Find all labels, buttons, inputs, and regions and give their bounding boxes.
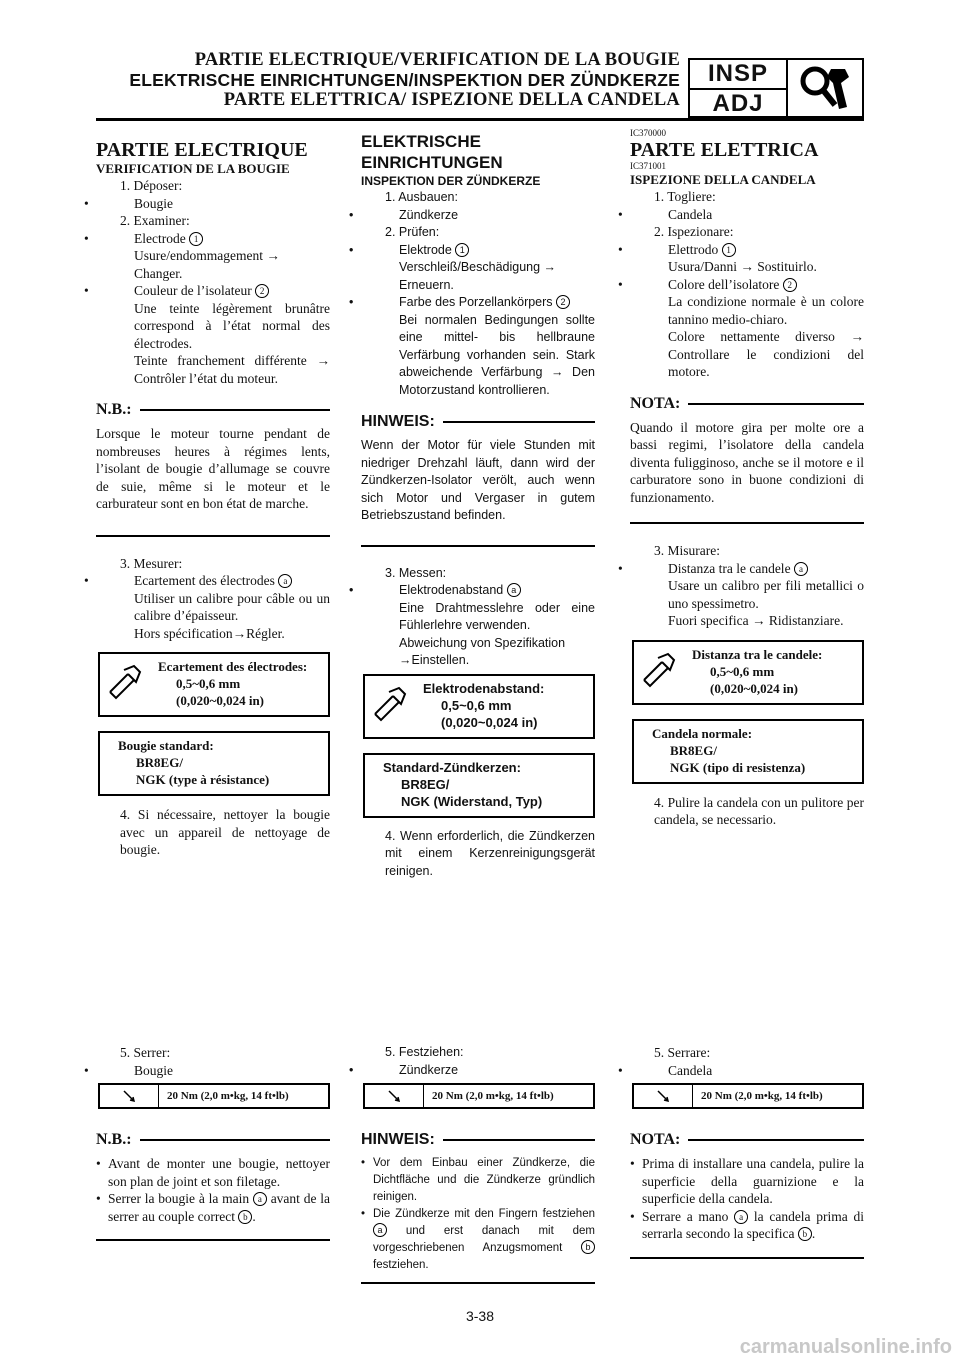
de-step1-bullet: • Zündkerze [361, 207, 595, 225]
it-step1: 1. Togliere: [654, 189, 716, 204]
fr-note1-end [96, 535, 330, 537]
de-step1: 1. Ausbauen: [385, 190, 458, 204]
fr-note2-heading: N.B.: [96, 1131, 330, 1149]
fr-step3: 3. Mesurer: [120, 555, 183, 571]
it-lower [630, 1044, 864, 1269]
de-note2-bullet1: • Vor dem Einbau einer Zündkerze, die Dichtfläche und die Zündkerze gründlich reinigen. [361, 1155, 595, 1206]
de-torque-box: 20 Nm (2,0 m•kg, 14 ft•lb) [363, 1083, 595, 1109]
it-title: PARTE ELETTRICA [630, 139, 819, 161]
fr-step5: 5. Serrer: [120, 1045, 171, 1060]
fr-standard-plug-box: Bougie standard: BR8EG/ NGK (type à résistance) [98, 731, 330, 796]
it-subtitle: ISPEZIONE DELLA CANDELA [630, 172, 816, 187]
de-step2-bullet1-text: Verschleiß/Beschädigung → Erneuern. [399, 260, 557, 292]
it-step2: 2. Ispezionare: [654, 224, 734, 239]
page-number: 3-38 [465, 1308, 495, 1324]
fr-note1-heading: N.B.: [96, 401, 330, 419]
it-step4: 4. Pulire la candela con un pulitore per candela, se necessario. [654, 794, 864, 827]
de-step3: 3. Messen: [385, 565, 447, 580]
fr-spec-box: Ecartement des électrodes: 0,5~0,6 mm (0,020~0,024 in) [98, 652, 330, 717]
de-title-line2: EINRICHTUNGEN [361, 153, 503, 172]
it-note2-bullet1: • Prima di installare una candela, pulire la superficie della guarnizione e la superficie della candela. [630, 1155, 864, 1208]
de-step5: 5. Festziehen: [385, 1045, 464, 1059]
de-step3-text: Eine Drahtmesslehre oder eine Fühlerlehre verwenden. [399, 600, 595, 632]
de-note2-bullet2: • Die Zündkerze mit den Fingern festziehen a und erst danach mit dem vorgeschriebenen Anzugsmoment b festziehen. [361, 1206, 595, 1274]
torque-wrench-icon [365, 1085, 424, 1107]
column-french [96, 128, 330, 859]
torque-wrench-icon [634, 1085, 693, 1107]
fr-torque-box: 20 Nm (2,0 m•kg, 14 ft•lb) [98, 1083, 330, 1109]
fr-step1: 1. Déposer: [120, 178, 183, 193]
de-step5-bullet: • Zündkerze [361, 1062, 595, 1080]
it-step5: 5. Serrare: [654, 1045, 711, 1060]
de-title-line1: ELEKTRISCHE [361, 132, 481, 151]
column-italian [630, 128, 864, 829]
fr-step2-bullet2-text: Une teinte légèrement brunâtre correspond à l’état normal des électrodes. [134, 300, 330, 351]
it-note2-bullet2: • Serrare a mano a la candela prima di serrarla secondo la specifica b . [630, 1208, 864, 1243]
fr-step3-text2: Hors spécification→Régler. [134, 625, 285, 641]
de-step4: 4. Wenn erforderlich, die Zündkerzen mit einem Kerzenreinigungsgerät reinigen. [385, 828, 595, 878]
it-step5-bullet: • Candela [630, 1062, 864, 1080]
de-step2-bullet1: • Elektrode 1 [361, 242, 595, 260]
de-step3-bullet: • Elektrodenabstand a [361, 582, 595, 600]
fr-title: PARTIE ELECTRIQUE [96, 139, 308, 161]
wrench-icon [640, 650, 680, 692]
wrench-icon [106, 662, 146, 704]
wrench-icon [371, 684, 411, 726]
header-line-fr: PARTIE ELECTRIQUE/VERIFICATION DE LA BOUGIE [194, 50, 680, 70]
it-step3-text2: Fuori specifica → Ridistanziare. [668, 613, 844, 628]
it-step2-bullet1: • Elettrodo 1 [630, 241, 864, 259]
de-step2-bullet2-text: Bei normalen Bedingungen sollte eine mittel- bis hellbraune Verfärbung vorhanden sein. Stark abweichende Verfärbung → Den Motorzustand kontrollieren. [399, 312, 595, 397]
watermark: carmanualsonline.info [739, 1336, 952, 1358]
header-line-de: ELEKTRISCHE EINRICHTUNGEN/INSPEKTION DER ZÜNDKERZE [129, 70, 680, 90]
fr-step2: 2. Examiner: [120, 213, 190, 228]
it-standard-plug-box: Candela normale: BR8EG/ NGK (tipo di resistenza) [632, 719, 864, 784]
de-subtitle: INSPEKTION DER ZÜNDKERZE [361, 174, 541, 188]
de-lower [361, 1044, 595, 1294]
de-spec-box: Elektrodenabstand: 0,5~0,6 mm (0,020~0,024 in) [363, 674, 595, 739]
it-note1-end [630, 522, 864, 524]
it-spec-box: Distanza tra le candele: 0,5~0,6 mm (0,020~0,024 in) [632, 640, 864, 705]
fr-step1-bullet: • Bougie [96, 195, 330, 213]
it-step2-bullet1-text: Usura/Danni → Sostituirlo. [668, 259, 817, 274]
fr-lower [96, 1044, 330, 1251]
fr-note1-text: Lorsque le moteur tourne pendant de nombreuses heures à régimes lents, l’isolant de bougie d’allumage se couvre de suie, même si le moteur et le carburateur sont en bon état de marche. [96, 426, 330, 511]
de-standard-plug-box: Standard-Zündkerzen: BR8EG/ NGK (Widerstand, Typ) [363, 753, 595, 818]
column-german [361, 128, 595, 880]
fr-step2-bullet1: • Electrode 1 [96, 230, 330, 248]
fr-step2-bullet2-text2: Teinte franchement différente → Contrôler l’état du moteur. [134, 353, 330, 386]
de-note1-text: Wenn der Motor für viele Stunden mit niedriger Drehzahl läuft, dann wird der Zündkerzen-Isolator verölt, auch wenn sich Motor und Vergaser in gutem Betriebszustand befinden. [361, 438, 595, 522]
it-step3: 3. Misurare: [654, 543, 720, 558]
de-step2: 2. Prüfen: [385, 225, 440, 239]
it-code1: IC370000 [630, 128, 666, 138]
fr-note2-end [96, 1239, 330, 1241]
wrench-magnifier-icon [788, 60, 862, 116]
it-torque-box: 20 Nm (2,0 m•kg, 14 ft•lb) [632, 1083, 864, 1109]
it-step2-bullet2: • Colore dell’isolatore 2 [630, 276, 864, 294]
fr-subtitle: VERIFICATION DE LA BOUGIE [96, 161, 290, 176]
fr-note2-bullet2: • Serrer la bougie à la main a avant de la serrer au couple correct b . [96, 1190, 330, 1225]
it-note1-heading: NOTA: [630, 395, 864, 413]
fr-step4: 4. Si nécessaire, nettoyer la bougie avec un appareil de nettoyage de bougie. [120, 807, 330, 857]
it-step3-text: Usare un calibro per fili metallici o uno spessimetro. [668, 578, 864, 611]
de-note1-end [361, 545, 595, 547]
torque-wrench-icon [100, 1085, 159, 1107]
fr-step5-bullet: • Bougie [96, 1062, 330, 1080]
fr-step2-bullet1-text: Usure/endommagement → [134, 248, 280, 263]
header-line-it: PARTE ELETTRICA/ ISPEZIONE DELLA CANDELA [223, 90, 680, 110]
it-step1-bullet: • Candela [630, 206, 864, 224]
de-note1-heading: HINWEIS: [361, 413, 595, 431]
fr-step2-bullet2: • Couleur de l’isolateur 2 [96, 282, 330, 300]
fr-step2-bullet1-text2: Changer. [134, 265, 183, 281]
fr-step3-bullet: • Ecartement des électrodes a [96, 572, 330, 590]
de-step2-bullet2: • Farbe des Porzellankörpers 2 [361, 294, 595, 312]
badge-adj: ADJ [712, 90, 764, 117]
fr-note2-bullet1: • Avant de monter une bougie, nettoyer son plan de joint et son filetage. [96, 1155, 330, 1190]
insp-adj-badge [688, 58, 864, 118]
it-step2-bullet2-text2: Colore nettamente diverso → Controllare le condizioni del motore. [668, 329, 864, 379]
de-note2-heading: HINWEIS: [361, 1131, 595, 1149]
it-note1-text: Quando il motore gira per molte ore a bassi regimi, l’isolatore della candela diventa fuligginoso, anche se il motore e il carburatore sono in buone condizioni di funzionamento. [630, 419, 864, 505]
fr-step3-text: Utiliser un calibre pour câble ou un calibre d’épaisseur. [134, 590, 330, 623]
it-note2-heading: NOTA: [630, 1131, 864, 1149]
it-step2-bullet2-text: La condizione normale è un colore tannino medio-chiaro. [668, 294, 864, 327]
it-code2: IC371001 [630, 161, 666, 171]
page-header [96, 50, 680, 110]
it-step3-bullet: • Distanza tra le candele a [630, 560, 864, 578]
de-step3-text2: Abweichung von Spezifikation →Einstellen. [399, 635, 566, 667]
header-rule [96, 118, 864, 121]
badge-insp: INSP [690, 60, 786, 90]
it-note2-end [630, 1257, 864, 1259]
de-note2-end [361, 1282, 595, 1284]
